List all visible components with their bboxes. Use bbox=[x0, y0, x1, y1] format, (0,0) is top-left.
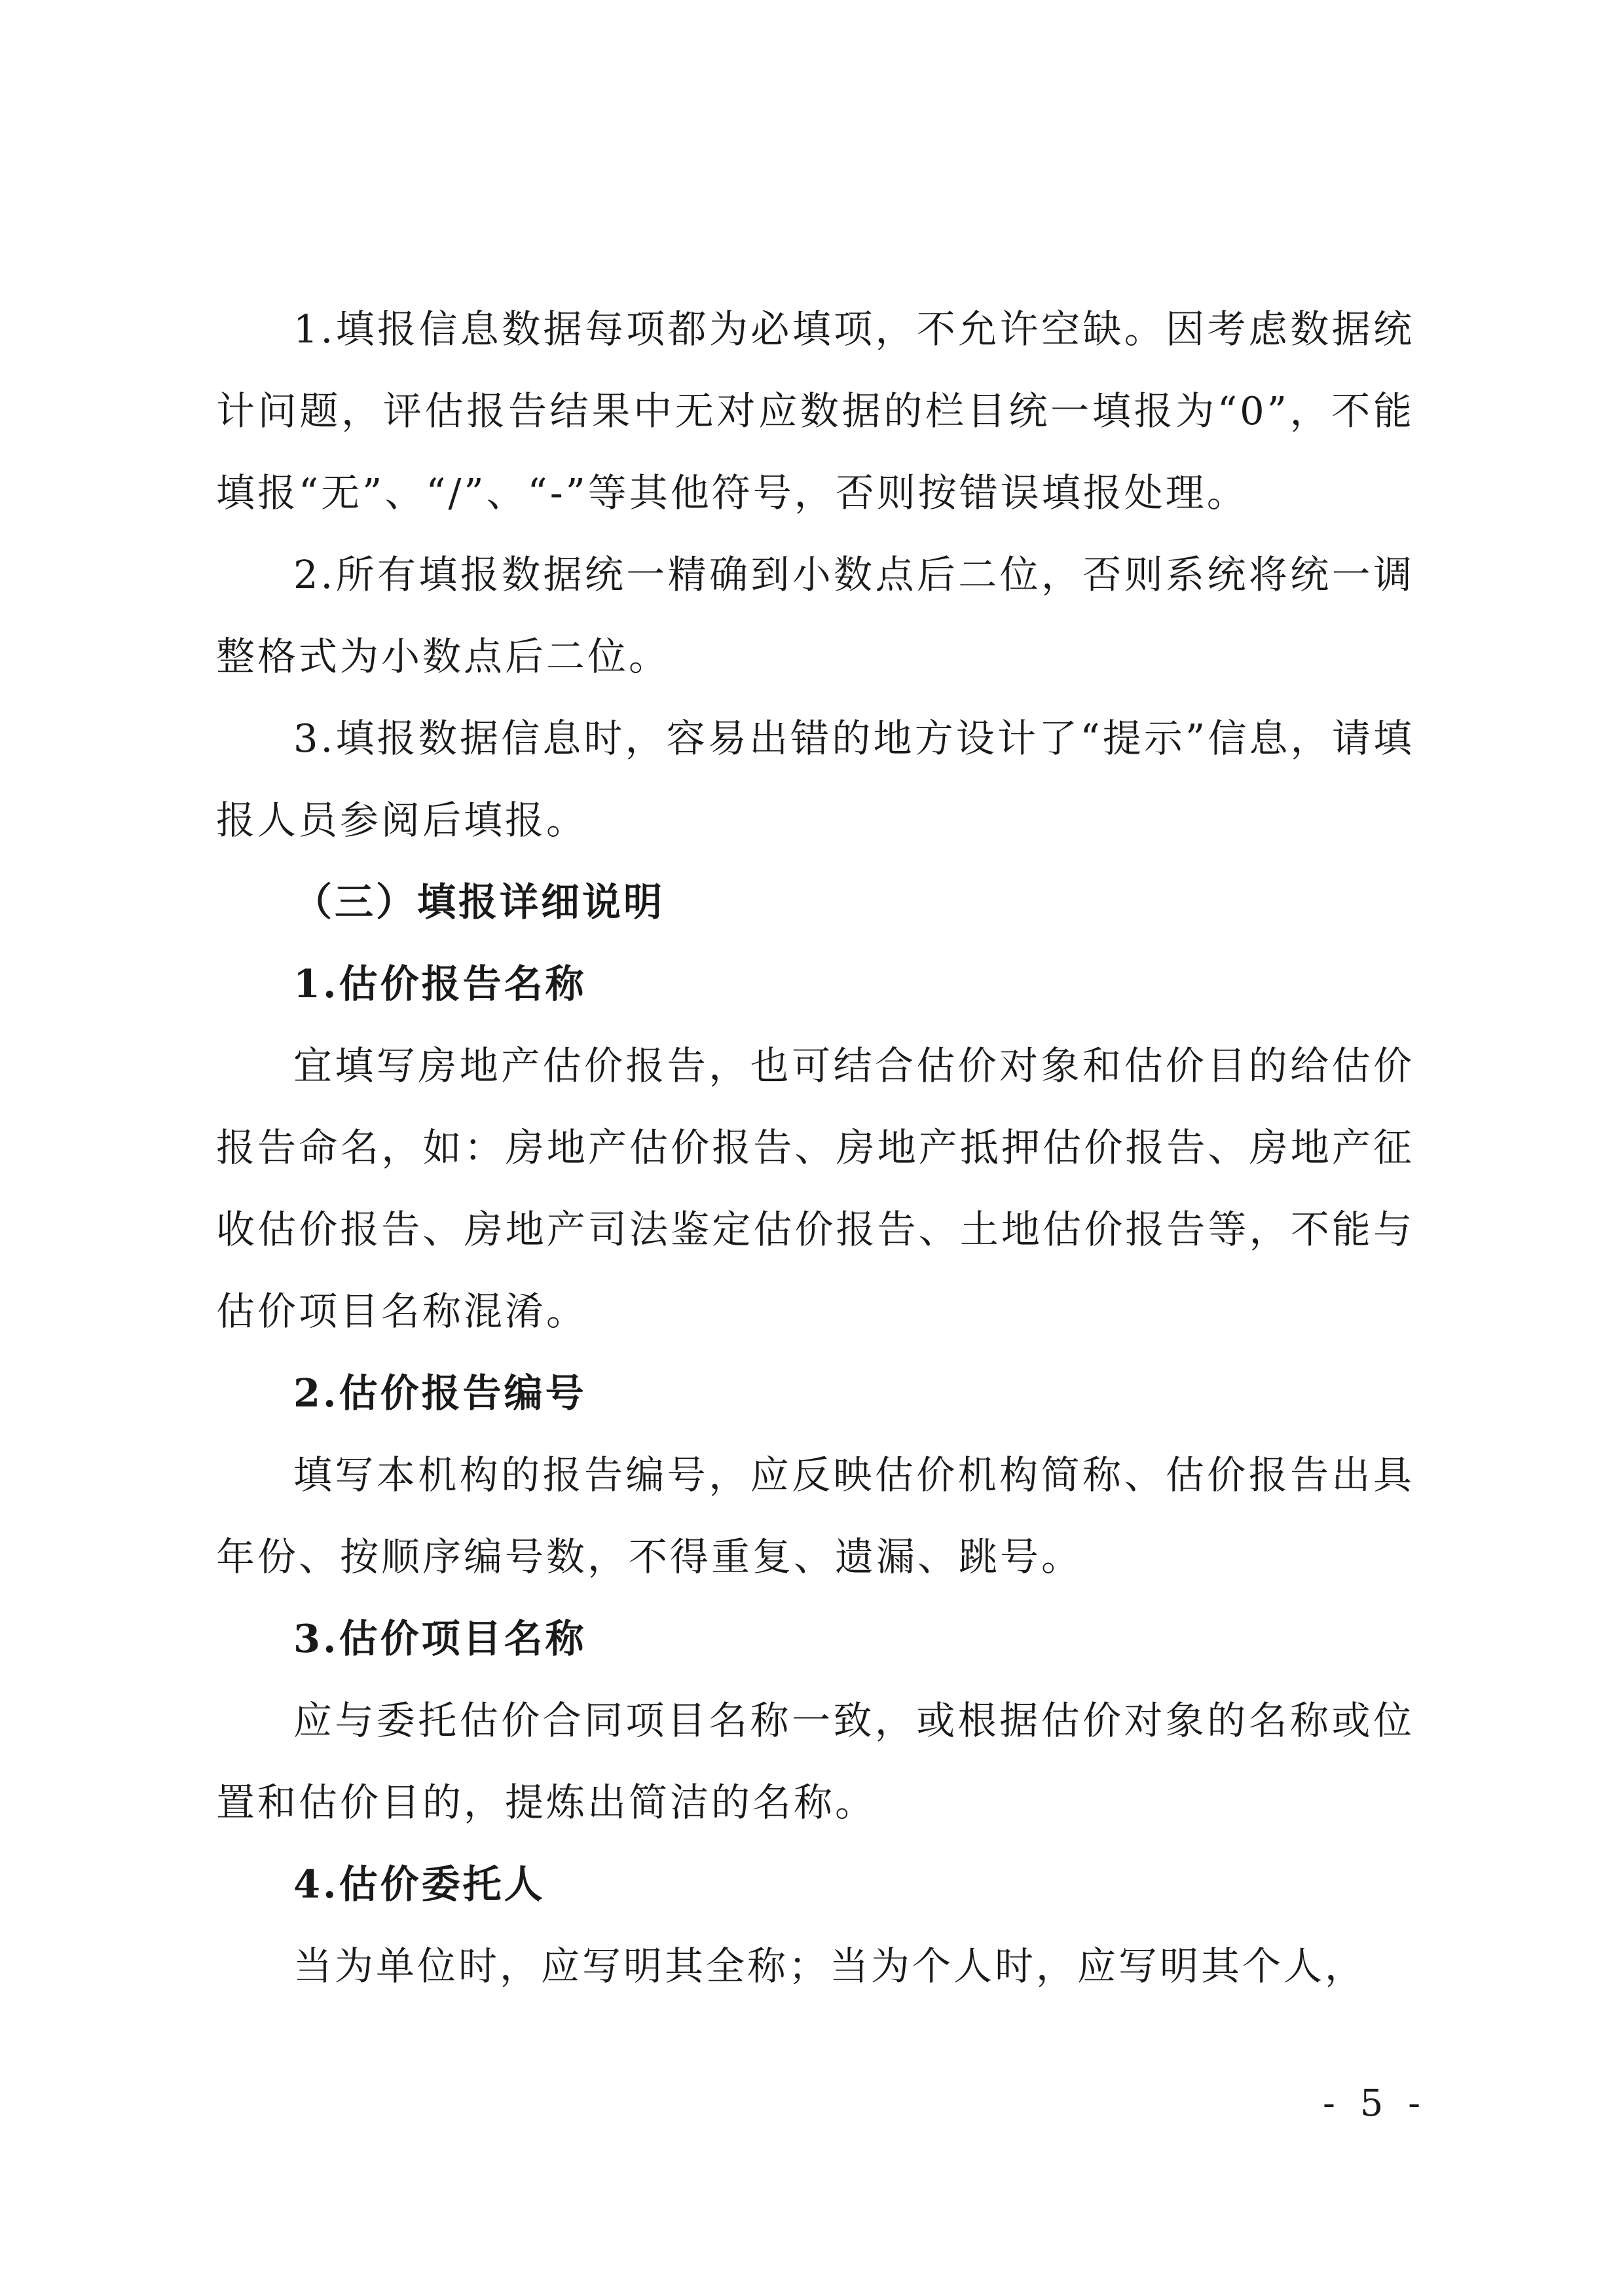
paragraph-fill-rule-1: 1.填报信息数据每项都为必填项，不允许空缺。因考虑数据统计问题，评估报告结果中无对应数据的栏目统一填报为“0”，不能填报“无”、“/”、“-”等其他符号，否则按错误填报处理。 bbox=[216, 306, 1414, 515]
section-heading-detailed-instructions: （三）填报详细说明 bbox=[293, 879, 665, 925]
paragraph-fill-rule-2: 2.所有填报数据统一精确到小数点后二位，否则系统将统一调整格式为小数点后二位。 bbox=[216, 552, 1414, 679]
paragraph-report-name: 宜填写房地产估价报告，也可结合估价对象和估价目的给估价报告命名，如：房地产估价报告、房地产抵押估价报告、房地产征收估价报告、房地产司法鉴定估价报告、土地估价报告等，不能与估价项目名称混淆。 bbox=[216, 1043, 1414, 1334]
paragraph-client: 当为单位时，应写明其全称；当为个人时，应写明其个人， bbox=[293, 1943, 1367, 1989]
subheading-report-name: 1.估价报告名称 bbox=[293, 961, 587, 1006]
paragraph-report-number: 填写本机构的报告编号，应反映估价机构简称、估价报告出具年份、按顺序编号数，不得重复、遗漏、跳号。 bbox=[216, 1452, 1414, 1579]
paragraph-fill-rule-3: 3.填报数据信息时，容易出错的地方设计了“提示”信息，请填报人员参阅后填报。 bbox=[216, 716, 1414, 843]
document-body bbox=[216, 288, 1414, 2007]
subheading-client: 4.估价委托人 bbox=[293, 1862, 545, 1907]
subheading-project-name: 3.估价项目名称 bbox=[293, 1616, 587, 1661]
paragraph-project-name: 应与委托估价合同项目名称一致，或根据估价对象的名称或位置和估价目的，提炼出简洁的名称。 bbox=[216, 1698, 1414, 1825]
subheading-report-number: 2.估价报告编号 bbox=[293, 1370, 587, 1416]
page-number: - 5 - bbox=[1323, 2082, 1428, 2125]
